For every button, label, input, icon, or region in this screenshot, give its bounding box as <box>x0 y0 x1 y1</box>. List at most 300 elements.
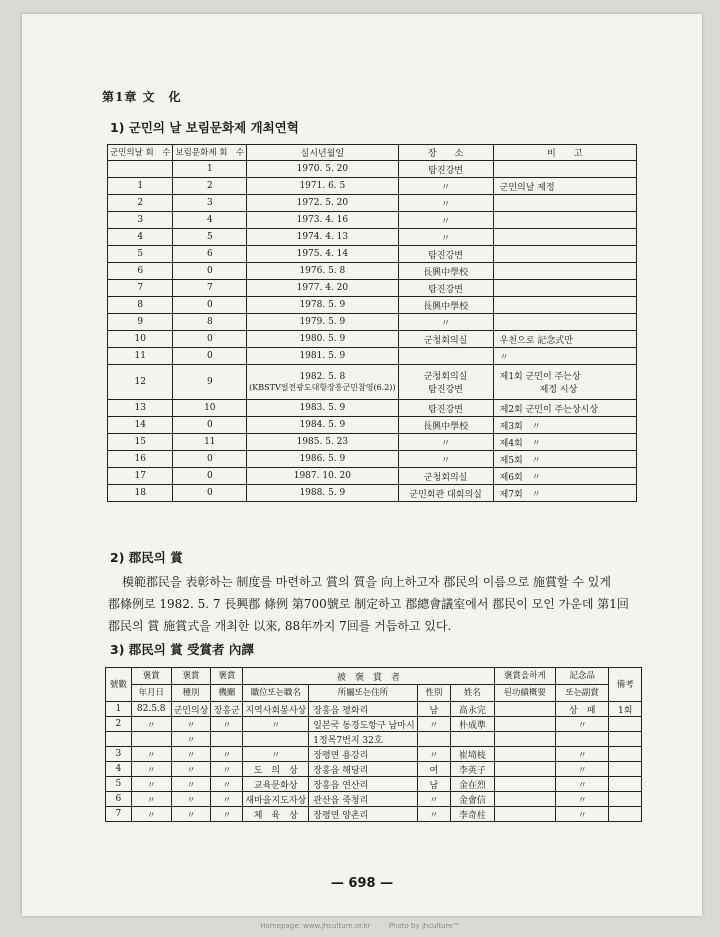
cell-borim-no <box>173 314 247 331</box>
cell-text: 〃 <box>499 352 509 363</box>
table-row <box>106 717 642 732</box>
cell-text: 0 <box>206 488 213 498</box>
cell-text: 1970. 5. 20 <box>296 164 349 174</box>
cell-kind: 〃 <box>171 807 211 822</box>
cell-borim-no <box>173 161 247 178</box>
cell-date <box>247 263 398 280</box>
cell-date <box>247 485 398 502</box>
col-header-title: 職位또는職名 <box>243 685 309 702</box>
cell-text: 군청회의실 <box>423 335 468 346</box>
cell-note <box>493 451 636 468</box>
cell-text: 탐진강변 <box>428 250 463 261</box>
cell-gift: 〃 <box>556 792 609 807</box>
cell-name: 金會信 <box>451 792 495 807</box>
cell-remark <box>609 747 642 762</box>
cell-note <box>493 434 636 451</box>
cell-place <box>398 417 493 434</box>
table-row <box>108 195 637 212</box>
cell-borim-no <box>173 195 247 212</box>
cell-address: 장흥읍 연산리 <box>309 777 417 792</box>
table-header-row <box>108 145 637 161</box>
cell-text: 2 <box>206 181 213 191</box>
cell-title: 새마을지도자상 <box>243 792 309 807</box>
cell-note <box>493 348 636 365</box>
cell-text: 0 <box>206 420 213 430</box>
cell-remark <box>609 807 642 822</box>
cell-remark <box>609 762 642 777</box>
cell-text: 1 <box>206 164 213 174</box>
cell-text: 우천으로 記念式만 <box>499 335 573 346</box>
cell-name: 朴成準 <box>451 717 495 732</box>
cell-sex: 여 <box>417 762 451 777</box>
cell-place-extra: 탐진강변 <box>428 385 463 395</box>
cell-note <box>493 178 636 195</box>
cell-text: 8 <box>206 317 213 327</box>
col-header-no: 號數 <box>106 668 132 702</box>
col-header-name: 姓名 <box>451 685 495 702</box>
cell-note <box>493 263 636 280</box>
cell-date <box>247 246 398 263</box>
cell-place <box>398 331 493 348</box>
cell-title: 〃 <box>243 717 309 732</box>
cell-text: 군청회의실 <box>423 472 468 483</box>
cell-place <box>398 434 493 451</box>
cell-text: 탐진강변 <box>428 165 463 176</box>
cell-org: 〃 <box>211 792 243 807</box>
cell-name: 高永完 <box>451 702 495 717</box>
cell-kind: 군민의상 <box>171 702 211 717</box>
col-header-org-top: 褒賞 <box>211 668 243 685</box>
cell-gunmin-no <box>108 314 173 331</box>
cell-kind: 〃 <box>171 762 211 777</box>
cell-note <box>493 485 636 502</box>
cell-name <box>451 732 495 747</box>
cell-address: 관산읍 죽청리 <box>309 792 417 807</box>
cell-text: 1974. 4. 13 <box>296 232 349 242</box>
cell-remark <box>609 717 642 732</box>
cell-borim-no <box>173 485 247 502</box>
col-header-gunmin: 군민의날 회 수 <box>108 145 173 161</box>
cell-borim-no <box>173 468 247 485</box>
cell-merit <box>494 777 555 792</box>
document-page <box>22 14 702 916</box>
cell-text: 2 <box>137 198 144 208</box>
paragraph-line: 郡條例로 1982. 5. 7 長興郡 條例 第700號로 制定하고 郡總會議室에서 郡民이 모인 가운데 第1回 <box>108 597 629 611</box>
cell-title: 〃 <box>243 747 309 762</box>
cell-text: 8 <box>137 300 144 310</box>
cell-date <box>247 348 398 365</box>
table-row <box>108 468 637 485</box>
cell-name: 李英子 <box>451 762 495 777</box>
cell-address: 장흥읍 평화리 <box>309 702 417 717</box>
table-row <box>108 297 637 314</box>
table-row <box>108 451 637 468</box>
cell-date <box>247 280 398 297</box>
cell-title: 체 육 상 <box>243 807 309 822</box>
cell-gunmin-no <box>108 263 173 280</box>
page-number: — 698 — <box>330 876 394 891</box>
cell-address: 장평면 양촌리 <box>309 807 417 822</box>
cell-text: 군민회관 대회의실 <box>409 489 482 500</box>
cell-gift: 〃 <box>556 747 609 762</box>
cell-text: 제5회 〃 <box>499 455 541 466</box>
cell-place <box>398 263 493 280</box>
cell-org: 〃 <box>211 717 243 732</box>
col-header-kind-bottom: 種別 <box>171 685 211 702</box>
cell-org: 〃 <box>211 807 243 822</box>
cell-borim-no <box>173 229 247 246</box>
cell-note <box>493 280 636 297</box>
col-header-gift-top: 記念品 <box>556 668 609 685</box>
table-row <box>108 229 637 246</box>
cell-place <box>398 229 493 246</box>
cell-text: 제7회 〃 <box>499 489 541 500</box>
cell-no: 3 <box>106 747 132 762</box>
table-row <box>106 702 642 717</box>
table-row <box>106 747 642 762</box>
cell-date <box>247 468 398 485</box>
cell-gift <box>556 732 609 747</box>
table-row <box>108 263 637 280</box>
cell-gift: 〃 <box>556 807 609 822</box>
cell-date <box>131 732 171 747</box>
cell-place <box>398 280 493 297</box>
table-row <box>108 417 637 434</box>
cell-note <box>493 468 636 485</box>
cell-gunmin-no <box>108 297 173 314</box>
section1-title: 1) 군민의 날 보림문화제 개최연혁 <box>110 120 299 135</box>
cell-text: 16 <box>134 454 146 464</box>
cell-borim-no <box>173 451 247 468</box>
col-header-place: 장 소 <box>398 145 493 161</box>
cell-text: 1978. 5. 9 <box>299 300 346 310</box>
cell-kind: 〃 <box>171 747 211 762</box>
cell-text: 11 <box>134 351 146 361</box>
cell-text: 탐진강변 <box>428 404 463 415</box>
cell-text: 長興中學校 <box>423 421 469 432</box>
cell-text: 長興中學校 <box>423 301 469 312</box>
cell-text: 15 <box>134 437 146 447</box>
cell-text: 제1회 군민이 주는상 <box>499 372 581 382</box>
cell-text: 7 <box>137 283 144 293</box>
cell-remark <box>609 732 642 747</box>
cell-gunmin-no <box>108 400 173 417</box>
cell-date: 〃 <box>131 807 171 822</box>
cell-note <box>493 161 636 178</box>
cell-place <box>398 314 493 331</box>
cell-note <box>493 314 636 331</box>
cell-borim-no <box>173 178 247 195</box>
cell-gunmin-no <box>108 331 173 348</box>
cell-text: 1981. 5. 9 <box>299 351 346 361</box>
cell-gunmin-no <box>108 451 173 468</box>
cell-borim-no <box>173 212 247 229</box>
cell-remark: 1회 <box>609 702 642 717</box>
cell-merit <box>494 807 555 822</box>
cell-address: 1정목7번지 32호 <box>309 732 417 747</box>
cell-date-note: (KBSTV얼전광도대항장흥군민참영(6.2)) <box>249 382 396 392</box>
cell-remark <box>609 777 642 792</box>
table-row <box>108 365 637 400</box>
cell-text: 군청회의실 <box>423 372 468 382</box>
footer-photo-credit: Photo by jhculture™ <box>388 922 460 930</box>
table-header-row <box>106 668 642 685</box>
cell-org: 장흥군 <box>211 702 243 717</box>
table-row <box>108 400 637 417</box>
cell-note <box>493 246 636 263</box>
cell-date: 〃 <box>131 762 171 777</box>
cell-sex: 〃 <box>417 807 451 822</box>
section3-title: 3) 郡民의 賞 受賞者 內譯 <box>110 642 254 657</box>
cell-borim-no <box>173 297 247 314</box>
cell-no: 1 <box>106 702 132 717</box>
table-row <box>108 331 637 348</box>
award-recipients-table <box>105 667 642 822</box>
cell-merit <box>494 732 555 747</box>
cell-text: 9 <box>137 317 144 327</box>
chapter-heading: 第1章 文 化 <box>102 90 182 104</box>
cell-gunmin-no <box>108 195 173 212</box>
cell-text: 0 <box>206 266 213 276</box>
cell-date <box>247 229 398 246</box>
cell-name: 崔埼枝 <box>451 747 495 762</box>
cell-kind: 〃 <box>171 717 211 732</box>
cell-gift: 〃 <box>556 762 609 777</box>
table-row <box>108 314 637 331</box>
cell-text: 1977. 4. 20 <box>296 283 349 293</box>
cell-name: 李奇柱 <box>451 807 495 822</box>
cell-text: 1 <box>137 181 144 191</box>
cell-text: 1985. 5. 23 <box>296 437 349 447</box>
cell-text: 1980. 5. 9 <box>299 334 346 344</box>
table-row <box>106 762 642 777</box>
cell-text: 제6회 〃 <box>499 472 541 483</box>
cell-place <box>398 195 493 212</box>
cell-text: 〃 <box>441 438 451 449</box>
table-row <box>108 178 637 195</box>
cell-note-extra: 제정 시상 <box>539 385 578 395</box>
cell-text: 군민의날 제정 <box>499 182 555 193</box>
table-row <box>108 434 637 451</box>
cell-org: 〃 <box>211 762 243 777</box>
table-row <box>108 280 637 297</box>
col-header-borim: 보림문화제 회 수 <box>173 145 247 161</box>
cell-text: 1976. 5. 8 <box>299 266 346 276</box>
cell-gunmin-no <box>108 365 173 400</box>
cell-note <box>493 400 636 417</box>
col-header-note: 비 고 <box>493 145 636 161</box>
cell-name: 金在烈 <box>451 777 495 792</box>
cell-no: 4 <box>106 762 132 777</box>
cell-merit <box>494 747 555 762</box>
cell-place <box>398 468 493 485</box>
cell-text: 〃 <box>441 455 451 466</box>
cell-text: 1988. 5. 9 <box>299 488 346 498</box>
cell-text: 0 <box>206 300 213 310</box>
cell-text: 1983. 5. 9 <box>299 403 346 413</box>
cell-note <box>493 297 636 314</box>
cell-gunmin-no <box>108 229 173 246</box>
festival-history-table <box>107 144 637 502</box>
col-header-merit-bottom: 된功績概要 <box>494 685 555 702</box>
col-header-remark: 備考 <box>609 668 642 702</box>
cell-date: 〃 <box>131 747 171 762</box>
cell-sex: 〃 <box>417 792 451 807</box>
cell-gift: 〃 <box>556 717 609 732</box>
section2-title: 2) 郡民의 賞 <box>110 550 183 565</box>
cell-text: 10 <box>204 403 216 413</box>
cell-text: 13 <box>134 403 146 413</box>
cell-text: 1982. 5. 8 <box>299 371 346 382</box>
cell-gunmin-no <box>108 468 173 485</box>
cell-no: 2 <box>106 717 132 732</box>
table-row <box>108 348 637 365</box>
cell-title <box>243 732 309 747</box>
cell-text: 〃 <box>441 182 451 193</box>
cell-text: 〃 <box>441 199 451 210</box>
cell-text: 제2회 군민이 주는상시상 <box>499 404 599 415</box>
cell-gunmin-no <box>108 161 173 178</box>
cell-text: 탐진강변 <box>428 284 463 295</box>
col-header-kind-top: 褒賞 <box>171 668 211 685</box>
cell-date <box>247 365 398 400</box>
cell-text: 14 <box>134 420 146 430</box>
col-header-gift-bottom: 또는副賞 <box>556 685 609 702</box>
cell-merit <box>494 762 555 777</box>
cell-borim-no <box>173 400 247 417</box>
cell-borim-no <box>173 417 247 434</box>
cell-date <box>247 331 398 348</box>
cell-gunmin-no <box>108 212 173 229</box>
cell-no <box>106 732 132 747</box>
cell-date <box>247 400 398 417</box>
cell-place <box>398 485 493 502</box>
cell-text: 5 <box>206 232 213 242</box>
cell-date: 〃 <box>131 792 171 807</box>
cell-note <box>493 195 636 212</box>
cell-gunmin-no <box>108 434 173 451</box>
cell-text: 6 <box>206 249 213 259</box>
cell-date <box>247 434 398 451</box>
cell-text: 長興中學校 <box>423 267 469 278</box>
cell-text: 〃 <box>441 318 451 329</box>
cell-gunmin-no <box>108 246 173 263</box>
cell-text: 1987. 10. 20 <box>293 471 351 481</box>
cell-gunmin-no <box>108 417 173 434</box>
cell-gunmin-no <box>108 348 173 365</box>
table-row <box>108 246 637 263</box>
cell-borim-no <box>173 331 247 348</box>
cell-gunmin-no <box>108 178 173 195</box>
cell-gunmin-no <box>108 280 173 297</box>
cell-text: 3 <box>137 215 144 225</box>
cell-place <box>398 365 493 400</box>
table-row <box>106 807 642 822</box>
cell-note <box>493 229 636 246</box>
col-header-date-bottom: 年月日 <box>131 685 171 702</box>
cell-borim-no <box>173 280 247 297</box>
cell-date: 〃 <box>131 717 171 732</box>
cell-text: 4 <box>137 232 144 242</box>
cell-no: 5 <box>106 777 132 792</box>
cell-date <box>247 314 398 331</box>
cell-text: 10 <box>134 334 146 344</box>
col-header-recipient: 被 褒 賞 者 <box>243 668 494 685</box>
cell-place <box>398 178 493 195</box>
cell-no: 6 <box>106 792 132 807</box>
cell-gift: 상 패 <box>556 702 609 717</box>
cell-text: 0 <box>206 471 213 481</box>
paragraph-line: 模範郡民을 表彰하는 制度를 마련하고 賞의 質을 向上하고자 郡民의 이름으로 施賞할 수 있게 <box>122 575 611 589</box>
cell-text: 9 <box>206 377 213 387</box>
cell-kind: 〃 <box>171 777 211 792</box>
cell-text: 1973. 4. 16 <box>296 215 349 225</box>
cell-text: 0 <box>206 334 213 344</box>
cell-note <box>493 365 636 400</box>
cell-org: 〃 <box>211 747 243 762</box>
cell-borim-no <box>173 348 247 365</box>
cell-text: 18 <box>134 488 146 498</box>
cell-date <box>247 297 398 314</box>
cell-no: 7 <box>106 807 132 822</box>
cell-note <box>493 417 636 434</box>
cell-text: 11 <box>204 437 216 447</box>
cell-text: 1972. 5. 20 <box>296 198 349 208</box>
cell-note <box>493 331 636 348</box>
cell-note <box>493 212 636 229</box>
cell-address: 장흥읍 해당리 <box>309 762 417 777</box>
cell-text: 1984. 5. 9 <box>299 420 346 430</box>
cell-merit <box>494 702 555 717</box>
cell-text: 3 <box>206 198 213 208</box>
col-header-address: 所屬또는住所 <box>309 685 417 702</box>
cell-remark <box>609 792 642 807</box>
cell-org: 〃 <box>211 777 243 792</box>
footer-homepage: Homepage: www.jhculture.or.kr <box>260 922 371 930</box>
cell-address: 장평면 용강리 <box>309 747 417 762</box>
table-row <box>108 161 637 178</box>
cell-borim-no <box>173 434 247 451</box>
cell-sex <box>417 732 451 747</box>
cell-merit <box>494 792 555 807</box>
cell-text: 〃 <box>441 216 451 227</box>
cell-gift: 〃 <box>556 777 609 792</box>
cell-gunmin-no <box>108 485 173 502</box>
cell-date <box>247 451 398 468</box>
cell-place <box>398 161 493 178</box>
table-row <box>108 485 637 502</box>
cell-text: 0 <box>206 351 213 361</box>
cell-sex: 〃 <box>417 747 451 762</box>
col-header-org-bottom: 機關 <box>211 685 243 702</box>
cell-text: 제3회 〃 <box>499 421 541 432</box>
cell-date <box>247 178 398 195</box>
cell-text: 1975. 4. 14 <box>296 249 349 259</box>
cell-text: 1979. 5. 9 <box>299 317 346 327</box>
cell-kind: 〃 <box>171 732 211 747</box>
cell-place <box>398 212 493 229</box>
cell-date: 〃 <box>131 777 171 792</box>
col-header-date: 실시년월일 <box>247 145 398 161</box>
cell-borim-no <box>173 246 247 263</box>
cell-text: 12 <box>134 377 146 387</box>
table-row <box>106 792 642 807</box>
cell-date <box>247 417 398 434</box>
cell-sex: 〃 <box>417 717 451 732</box>
cell-text: 4 <box>206 215 213 225</box>
cell-place <box>398 400 493 417</box>
cell-org <box>211 732 243 747</box>
